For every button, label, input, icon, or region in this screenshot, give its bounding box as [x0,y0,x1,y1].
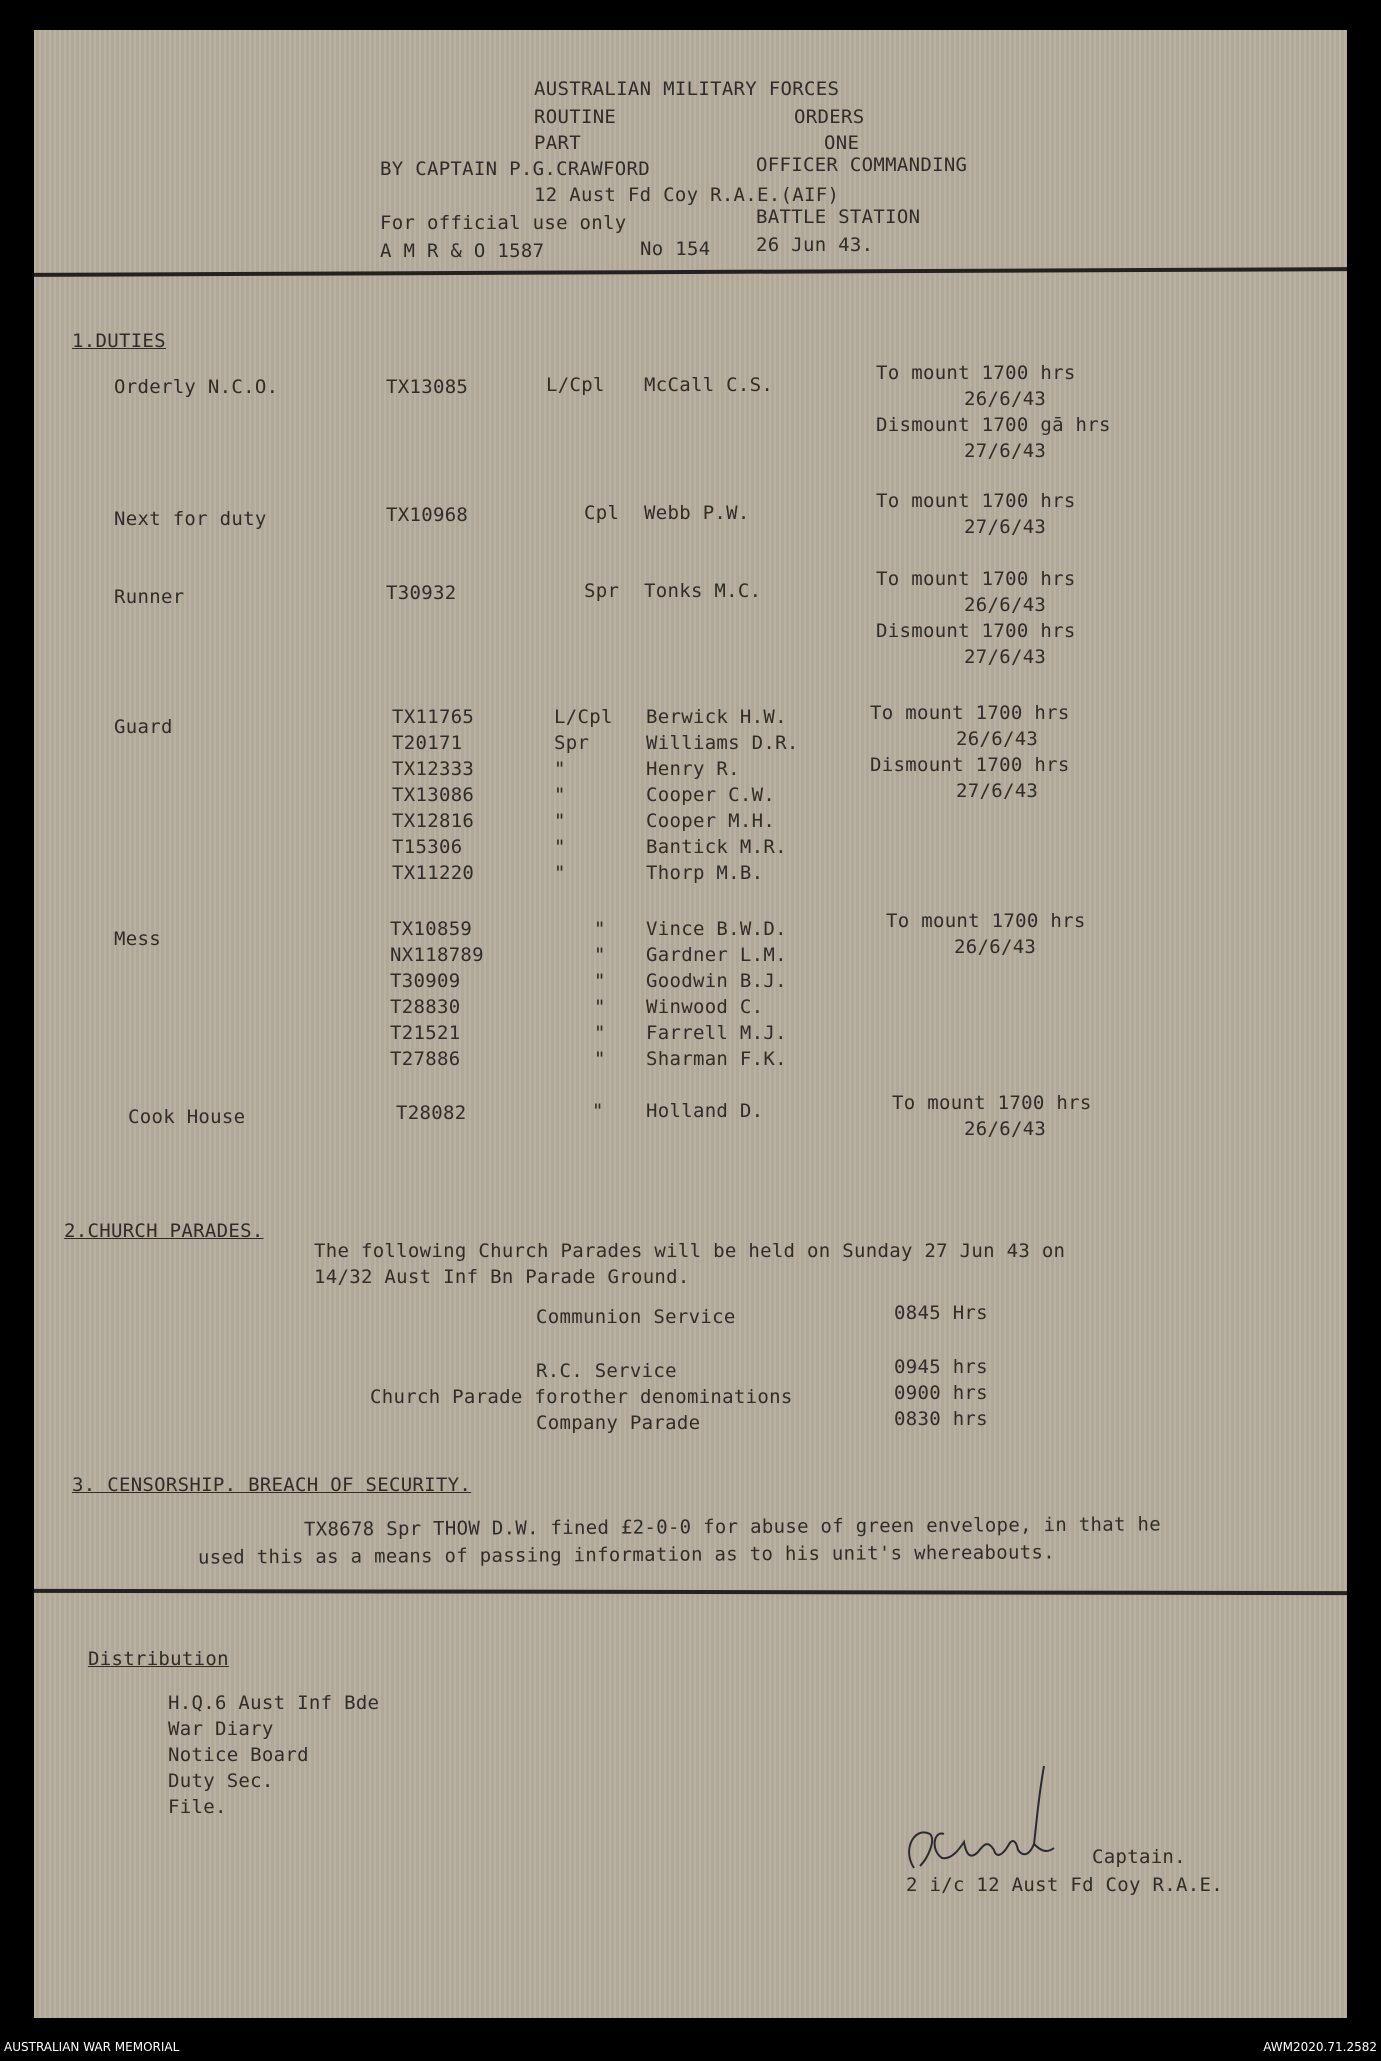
duty-next-time1: To mount 1700 hrs [876,490,1076,512]
mess-name: Goodwin B.J. [646,970,787,992]
duty-runner-time3: Dismount 1700 hrs [876,620,1076,642]
duty-runner-time4: 27/6/43 [964,646,1047,668]
guard-rank: Spr [554,732,590,754]
church-heading: 2.CHURCH PARADES. [64,1220,264,1242]
mess-name: Sharman F.K. [646,1048,787,1070]
censorship-heading: 3. CENSORSHIP. BREACH OF SECURITY. [72,1474,472,1496]
mess-rank: " [594,918,606,940]
duty-guard-time2: 26/6/43 [956,728,1039,750]
guard-name: Thorp M.B. [646,862,764,884]
guard-number: TX13086 [392,784,475,806]
distribution-item: File. [168,1796,227,1818]
mess-rank: " [594,970,606,992]
duty-next-time2: 27/6/43 [964,516,1047,538]
duty-guard-time3: Dismount 1700 hrs [870,754,1070,776]
mess-number: T27886 [390,1048,461,1070]
footer-right: AWM2020.71.2582 [1263,2040,1377,2054]
signature-unit: 2 i/c 12 Aust Fd Coy R.A.E. [906,1874,1223,1896]
duty-guard-time4: 27/6/43 [956,780,1039,802]
header-official: For official use only [380,212,627,234]
duty-runner-name: Tonks M.C. [644,580,762,602]
mess-number: T30909 [390,970,461,992]
duty-next-name: Webb P.W. [644,502,750,524]
guard-name: Bantick M.R. [646,836,787,858]
church-item-other: Church Parade forother denominations [370,1386,793,1408]
duty-next-rank: Cpl [584,502,620,524]
header-one: ONE [824,132,860,154]
duty-orderly-rank: L/Cpl [546,374,605,396]
guard-name: Cooper M.H. [646,810,776,832]
censorship-para-line2: used this as a means of passing information as to his unit's whereabouts. [197,1541,1056,1569]
header-oc: OFFICER COMMANDING [756,154,968,176]
distribution-item: Duty Sec. [168,1770,274,1792]
church-time-other: 0900 hrs [894,1382,988,1404]
mess-name: Farrell M.J. [646,1022,787,1044]
mess-rank: " [594,996,606,1018]
mess-number: NX118789 [390,944,484,966]
guard-name: Henry R. [646,758,740,780]
duty-cook-time1: To mount 1700 hrs [892,1092,1092,1114]
duty-runner-number: T30932 [386,582,457,604]
duty-orderly-label: Orderly N.C.O. [114,376,279,398]
mess-name: Gardner L.M. [646,944,787,966]
guard-number: T20171 [392,732,463,754]
mess-number: T28830 [390,996,461,1018]
duty-cook-rank: " [592,1100,604,1122]
church-para-line2: 14/32 Aust Inf Bn Parade Ground. [314,1266,690,1288]
header-number: No 154 [640,238,711,260]
censorship-para-line1: TX8678 Spr THOW D.W. fined £2-0-0 for abuse of green envelope, in that he [303,1513,1162,1541]
duty-next-label: Next for duty [114,508,267,530]
church-time-communion: 0845 Hrs [894,1302,988,1324]
guard-name: Williams D.R. [646,732,799,754]
duty-cook-label: Cook House [128,1106,246,1128]
guard-rank: " [554,784,566,806]
distribution-heading: Distribution [88,1648,229,1670]
duty-guard-label: Guard [114,716,173,738]
duty-next-number: TX10968 [386,504,469,526]
duty-mess-time1: To mount 1700 hrs [886,910,1086,932]
mess-number: TX10859 [390,918,473,940]
guard-rank: " [554,810,566,832]
header-part: PART [534,132,581,154]
divider-bottom [34,1589,1347,1595]
duty-orderly-number: TX13085 [386,376,469,398]
church-item-communion: Communion Service [536,1306,736,1328]
guard-rank: " [554,862,566,884]
footer-left: AUSTRALIAN WAR MEMORIAL [4,2040,180,2054]
header-amr: A M R & O 1587 [380,240,545,262]
duties-heading: 1.DUTIES [72,330,166,352]
guard-number: T15306 [392,836,463,858]
header-title: AUSTRALIAN MILITARY FORCES [534,78,840,100]
guard-name: Berwick H.W. [646,706,787,728]
duty-orderly-time2: 26/6/43 [964,388,1047,410]
header-by: BY CAPTAIN P.G.CRAWFORD [380,158,650,180]
church-time-company: 0830 hrs [894,1408,988,1430]
divider-top [34,267,1347,277]
duty-runner-rank: Spr [584,580,620,602]
guard-number: TX12816 [392,810,475,832]
duty-cook-time2: 26/6/43 [964,1118,1047,1140]
distribution-item: Notice Board [168,1744,309,1766]
mess-number: T21521 [390,1022,461,1044]
duty-cook-name: Holland D. [646,1100,764,1122]
header-unit: 12 Aust Fd Coy R.A.E.(AIF) [534,184,840,206]
document-page [34,30,1347,2018]
guard-name: Cooper C.W. [646,784,776,806]
mess-rank: " [594,1022,606,1044]
duty-mess-time2: 26/6/43 [954,936,1037,958]
church-item-rc: R.C. Service [536,1360,677,1382]
guard-number: TX11765 [392,706,475,728]
header-orders: ORDERS [794,106,865,128]
duty-cook-number: T28082 [396,1102,467,1124]
header-station: BATTLE STATION [756,206,921,228]
distribution-item: H.Q.6 Aust Inf Bde [168,1692,380,1714]
church-para-line1: The following Church Parades will be held on Sunday 27 Jun 43 on [314,1240,1066,1262]
duty-orderly-name: McCall C.S. [644,374,774,396]
mess-rank: " [594,1048,606,1070]
mess-name: Winwood C. [646,996,764,1018]
duty-runner-time1: To mount 1700 hrs [876,568,1076,590]
duty-orderly-time1: To mount 1700 hrs [876,362,1076,384]
guard-rank: " [554,836,566,858]
mess-name: Vince B.W.D. [646,918,787,940]
mess-rank: " [594,944,606,966]
guard-number: TX12333 [392,758,475,780]
duty-runner-time2: 26/6/43 [964,594,1047,616]
duty-orderly-time4: 27/6/43 [964,440,1047,462]
guard-rank: L/Cpl [554,706,613,728]
header-date: 26 Jun 43. [756,234,874,256]
church-time-rc: 0945 hrs [894,1356,988,1378]
duty-runner-label: Runner [114,586,185,608]
duty-orderly-time3: Dismount 1700 gā hrs [876,414,1111,436]
church-item-company: Company Parade [536,1412,701,1434]
duty-guard-time1: To mount 1700 hrs [870,702,1070,724]
guard-number: TX11220 [392,862,475,884]
distribution-item: War Diary [168,1718,274,1740]
guard-rank: " [554,758,566,780]
header-routine: ROUTINE [534,106,617,128]
signature-rank: Captain. [1092,1846,1186,1868]
duty-mess-label: Mess [114,928,161,950]
